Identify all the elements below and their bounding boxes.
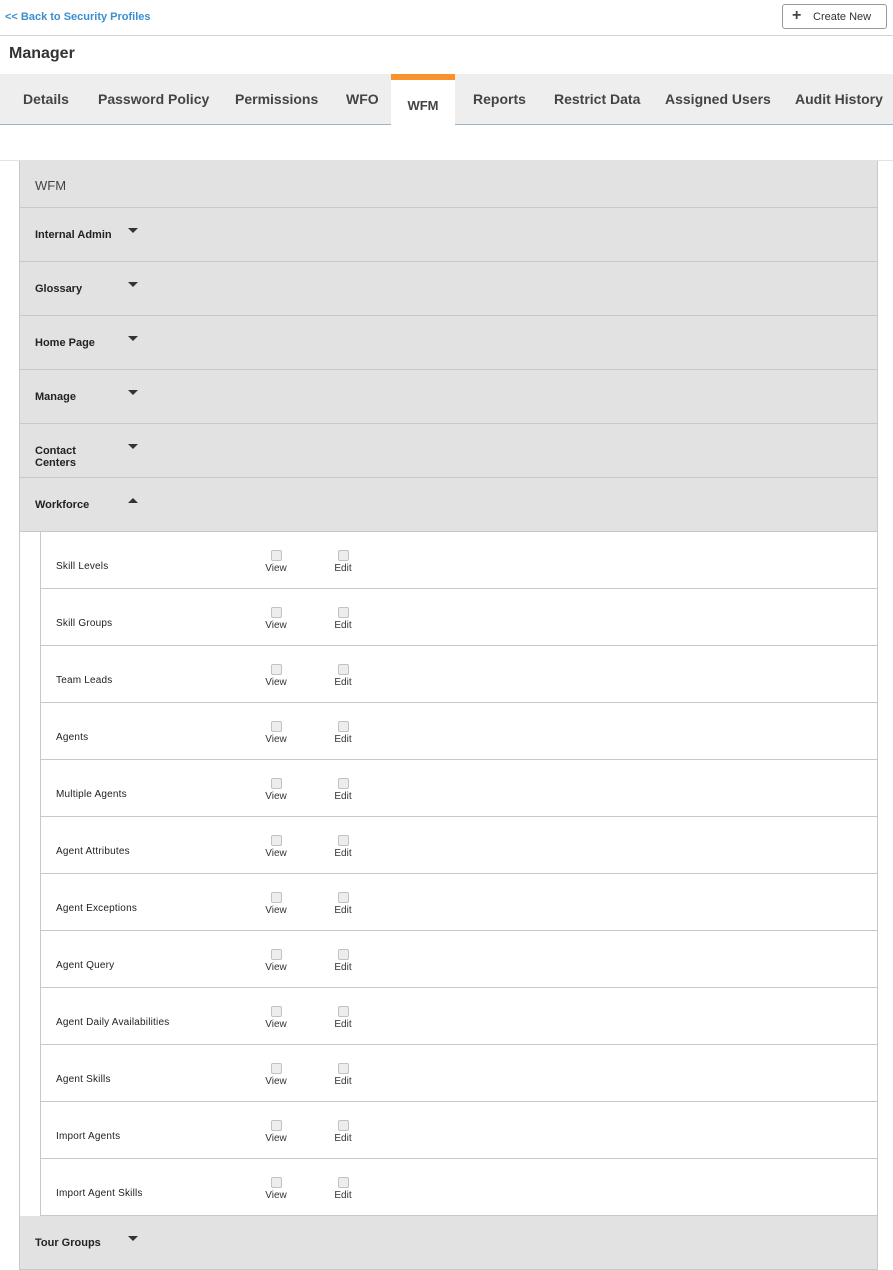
permission-row — [41, 931, 877, 988]
create-new-button[interactable] — [782, 4, 887, 29]
edit-label: Edit — [334, 734, 352, 745]
view-checkbox[interactable] — [263, 664, 289, 688]
checkbox-box[interactable] — [338, 778, 349, 789]
permission-label: Multiple Agents — [56, 789, 127, 800]
permission-row — [41, 1159, 877, 1216]
edit-label: Edit — [334, 1133, 352, 1144]
permission-label: Agent Skills — [56, 1074, 111, 1085]
section-internal-admin[interactable] — [20, 208, 877, 262]
workforce-permissions-list — [40, 532, 877, 1216]
permission-label: Skill Groups — [56, 618, 113, 629]
edit-checkbox[interactable] — [332, 1063, 354, 1087]
checkbox-box[interactable] — [271, 1177, 282, 1188]
view-checkbox[interactable] — [263, 892, 289, 916]
checkbox-box[interactable] — [338, 1177, 349, 1188]
checkbox-box[interactable] — [338, 892, 349, 903]
permission-row — [41, 1102, 877, 1159]
permission-row — [41, 760, 877, 817]
view-checkbox[interactable] — [263, 721, 289, 745]
permission-label: Agent Query — [56, 960, 115, 971]
edit-checkbox[interactable] — [332, 835, 354, 859]
permission-label: Team Leads — [56, 675, 113, 686]
edit-checkbox[interactable] — [332, 1177, 354, 1201]
section-contact-centers[interactable] — [20, 424, 877, 478]
edit-checkbox[interactable] — [332, 1120, 354, 1144]
tab-wfm-label: WFM — [407, 98, 439, 113]
permission-row — [41, 589, 877, 646]
edit-checkbox[interactable] — [332, 607, 354, 631]
section-label: Glossary — [35, 283, 83, 295]
edit-checkbox[interactable] — [332, 949, 354, 973]
view-label: View — [265, 791, 287, 802]
checkbox-box[interactable] — [271, 835, 282, 846]
checkbox-box[interactable] — [338, 835, 349, 846]
tab-assigned-users[interactable]: Assigned Users — [665, 91, 771, 107]
edit-checkbox[interactable] — [332, 721, 354, 745]
tab-wfo[interactable]: WFO — [346, 91, 379, 107]
view-checkbox[interactable] — [263, 1177, 289, 1201]
view-label: View — [265, 1190, 287, 1201]
permission-row — [41, 1045, 877, 1102]
checkbox-box[interactable] — [271, 1063, 282, 1074]
edit-label: Edit — [334, 620, 352, 631]
checkbox-box[interactable] — [338, 721, 349, 732]
section-label — [35, 445, 76, 469]
permission-row — [41, 874, 877, 931]
caret-down-icon — [128, 228, 138, 233]
view-label: View — [265, 1019, 287, 1030]
permission-label: Skill Levels — [56, 561, 109, 572]
tab-wfm[interactable] — [391, 74, 455, 125]
edit-checkbox[interactable] — [332, 778, 354, 802]
caret-up-icon — [128, 498, 138, 503]
edit-label: Edit — [334, 905, 352, 916]
section-glossary[interactable] — [20, 262, 877, 316]
back-to-security-profiles-link[interactable]: << Back to Security Profiles — [5, 11, 151, 23]
tab-details[interactable]: Details — [23, 91, 69, 107]
section-label: Internal Admin — [35, 229, 112, 241]
section-label: Workforce — [35, 499, 90, 511]
view-label: View — [265, 734, 287, 745]
permission-label: Agent Daily Availabilities — [56, 1017, 170, 1028]
view-checkbox[interactable] — [263, 835, 289, 859]
section-manage[interactable] — [20, 370, 877, 424]
view-checkbox[interactable] — [263, 949, 289, 973]
tab-permissions[interactable]: Permissions — [235, 91, 319, 107]
top-bar — [0, 0, 893, 36]
view-label: View — [265, 677, 287, 688]
checkbox-box[interactable] — [271, 664, 282, 675]
checkbox-box[interactable] — [338, 664, 349, 675]
edit-checkbox[interactable] — [332, 1006, 354, 1030]
view-checkbox[interactable] — [263, 1120, 289, 1144]
edit-label: Edit — [334, 563, 352, 574]
permission-label: Agent Exceptions — [56, 903, 138, 914]
page-title: Manager — [9, 45, 75, 62]
view-label: View — [265, 1076, 287, 1087]
view-checkbox[interactable] — [263, 1006, 289, 1030]
section-label-line2: Centers — [35, 457, 76, 469]
tab-bar — [0, 74, 893, 125]
caret-down-icon — [128, 390, 138, 395]
caret-down-icon — [128, 444, 138, 449]
checkbox-box[interactable] — [338, 949, 349, 960]
view-checkbox[interactable] — [263, 607, 289, 631]
tab-restrict-data[interactable]: Restrict Data — [554, 91, 641, 107]
permission-row — [41, 646, 877, 703]
permission-row — [41, 703, 877, 760]
wfm-permissions-panel — [19, 161, 878, 1270]
permission-row — [41, 988, 877, 1045]
edit-label: Edit — [334, 791, 352, 802]
view-label: View — [265, 620, 287, 631]
view-checkbox[interactable] — [263, 550, 289, 574]
checkbox-box[interactable] — [338, 1120, 349, 1131]
edit-label: Edit — [334, 848, 352, 859]
edit-label: Edit — [334, 1190, 352, 1201]
edit-label: Edit — [334, 677, 352, 688]
section-label-line1: Contact — [35, 445, 76, 457]
caret-down-icon — [128, 1236, 138, 1241]
view-label: View — [265, 1133, 287, 1144]
checkbox-box[interactable] — [271, 607, 282, 618]
checkbox-box[interactable] — [271, 721, 282, 732]
view-label: View — [265, 962, 287, 973]
tab-password-policy[interactable]: Password Policy — [98, 91, 210, 107]
create-new-label: Create New — [813, 11, 872, 23]
edit-checkbox[interactable] — [332, 550, 354, 574]
view-checkbox[interactable] — [263, 1063, 289, 1087]
caret-down-icon — [128, 282, 138, 287]
checkbox-box[interactable] — [271, 550, 282, 561]
permission-row — [41, 532, 877, 589]
permission-label: Agents — [56, 732, 89, 743]
checkbox-box[interactable] — [271, 949, 282, 960]
checkbox-box[interactable] — [338, 550, 349, 561]
edit-label: Edit — [334, 1076, 352, 1087]
view-label: View — [265, 563, 287, 574]
checkbox-box[interactable] — [271, 1120, 282, 1131]
checkbox-box[interactable] — [338, 1006, 349, 1017]
checkbox-box[interactable] — [338, 1063, 349, 1074]
section-workforce[interactable] — [20, 478, 877, 532]
edit-checkbox[interactable] — [332, 664, 354, 688]
checkbox-box[interactable] — [271, 778, 282, 789]
tab-audit-history[interactable]: Audit History — [795, 91, 883, 107]
caret-down-icon — [128, 336, 138, 341]
view-checkbox[interactable] — [263, 778, 289, 802]
section-tour-groups[interactable] — [20, 1216, 877, 1270]
tab-reports[interactable]: Reports — [473, 91, 526, 107]
checkbox-box[interactable] — [271, 1006, 282, 1017]
edit-checkbox[interactable] — [332, 892, 354, 916]
view-label: View — [265, 848, 287, 859]
section-label: Manage — [35, 391, 76, 403]
edit-label: Edit — [334, 962, 352, 973]
permission-row — [41, 817, 877, 874]
section-home-page[interactable] — [20, 316, 877, 370]
permission-label: Import Agents — [56, 1131, 121, 1142]
view-label: View — [265, 905, 287, 916]
permission-label: Agent Attributes — [56, 846, 130, 857]
panel-title: WFM — [20, 161, 877, 208]
checkbox-box[interactable] — [271, 892, 282, 903]
edit-label: Edit — [334, 1019, 352, 1030]
section-label: Tour Groups — [35, 1237, 101, 1249]
plus-icon: + — [792, 7, 802, 24]
permission-label: Import Agent Skills — [56, 1188, 143, 1199]
section-label: Home Page — [35, 337, 95, 349]
checkbox-box[interactable] — [338, 607, 349, 618]
